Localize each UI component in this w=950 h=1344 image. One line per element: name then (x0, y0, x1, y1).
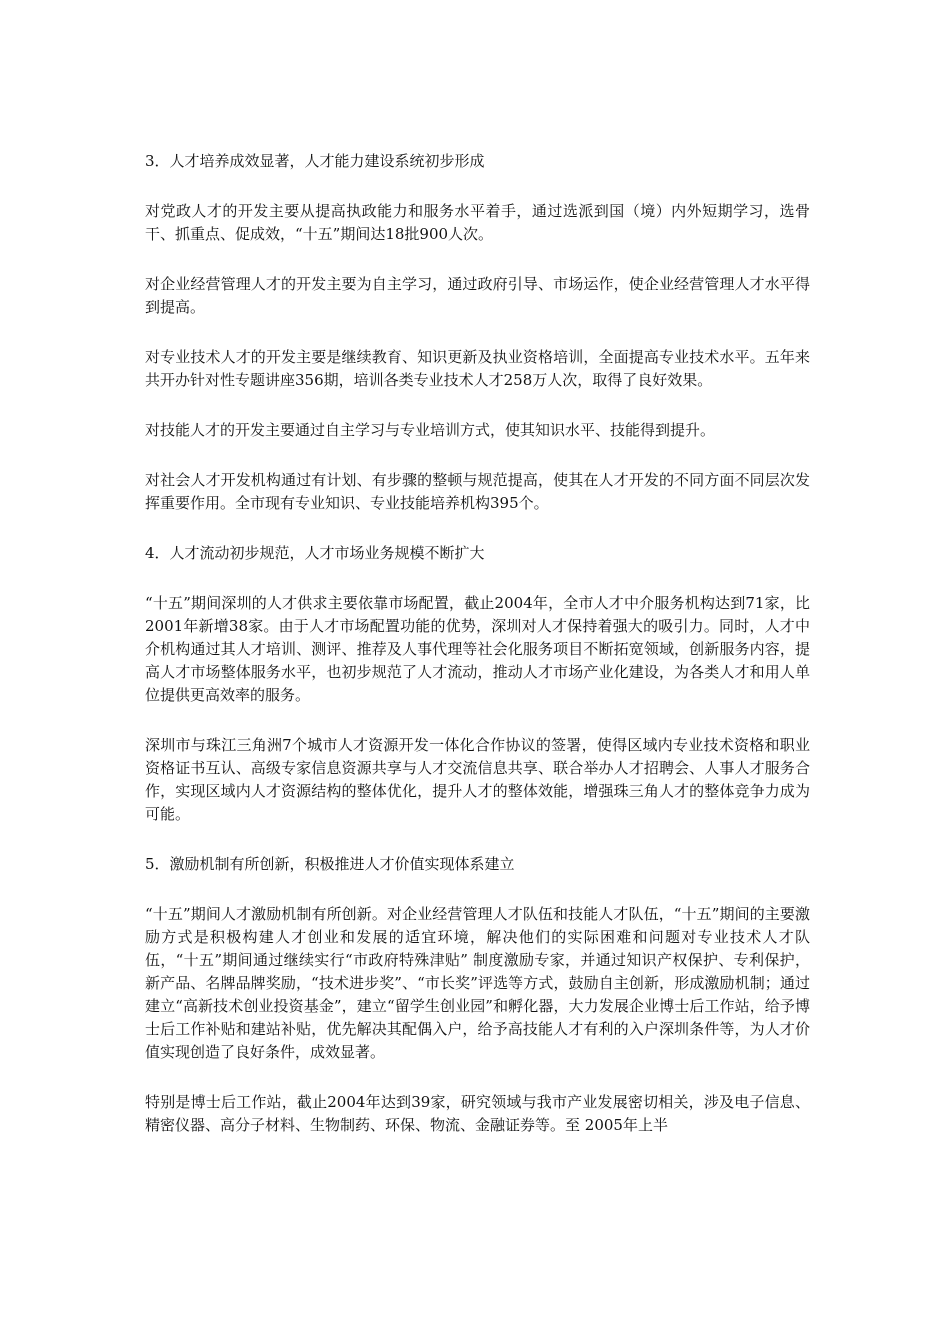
section-4-paragraph-talent-market: “十五”期间深圳的人才供求主要依靠市场配置，截止2004年，全市人才中介服务机构达到71家，比2001年新增38家。由于人才市场配置功能的优势，深圳对人才保持着强大的吸引力。同时，人才中介机构通过其人才培训、测评、推荐及人事代理等社会化服务项目不断拓宽领域，创新服务内容，提高人才市场整体服务水平，也初步规范了人才流动，推动人才市场产业化建设，为各类人才和用人单位提供更高效率的服务。 (145, 594, 810, 704)
section-3-paragraph-professional-talent: 对专业技术人才的开发主要是继续教育、知识更新及执业资格培训，全面提高专业技术水平。五年来共开办针对性专题讲座356期，培训各类专业技术人才258万人次，取得了良好效果。 (145, 348, 810, 389)
section-3-paragraph-skilled-talent: 对技能人才的开发主要通过自主学习与专业培训方式，使其知识水平、技能得到提升。 (145, 421, 716, 439)
section-5-paragraph-incentives: “十五”期间人才激励机制有所创新。对企业经营管理人才队伍和技能人才队伍，“十五”期间的主要激励方式是积极构建人才创业和发展的适宜环境，解决他们的实际困难和问题对专业技术人才队伍，“十五”期间通过继续实行“市政府特殊津贴” 制度激励专家，并通过知识产权保护、专利保护，新产品、名牌品牌奖励，“技术进步奖”、“市长奖”评选等方式，鼓励自主创新，形成激励机制；通过建立“高新技术创业投资基金”，建立“留学生创业园”和孵化器，大力发展企业博士后工作站，给予博士后工作补贴和建站补贴，优先解决其配偶入户，给予高技能人才有利的入户深圳条件等，为人才价值实现创造了良好条件，成效显著。 (145, 905, 810, 1061)
section-4-paragraph-pearl-river-delta: 深圳市与珠江三角洲7个城市人才资源开发一体化合作协议的签署，使得区域内专业技术资格和职业资格证书互认、高级专家信息资源共享与人才交流信息共享、联合举办人才招聘会、人事人才服务合作，实现区域内人才资源结构的整体优化，提升人才的整体效能，增强珠三角人才的整体竞争力成为可能。 (145, 736, 810, 823)
section-3-paragraph-party-talent: 对党政人才的开发主要从提高执政能力和服务水平着手，通过选派到国（境）内外短期学习，选骨干、抓重点、促成效，“十五”期间达18批900人次。 (145, 202, 810, 243)
section-4-heading: 4．人才流动初步规范，人才市场业务规模不断扩大 (145, 544, 485, 562)
section-3-heading: 3．人才培养成效显著，人才能力建设系统初步形成 (145, 152, 485, 170)
section-5-heading: 5．激励机制有所创新，积极推进人才价值实现体系建立 (145, 855, 515, 873)
document-page (145, 150, 810, 1137)
section-3-paragraph-enterprise-talent: 对企业经营管理人才的开发主要为自主学习，通过政府引导、市场运作，使企业经营管理人才水平得到提高。 (145, 275, 810, 316)
section-3-paragraph-training-institutions: 对社会人才开发机构通过有计划、有步骤的整顿与规范提高，使其在人才开发的不同方面不同层次发挥重要作用。全市现有专业知识、专业技能培养机构395个。 (145, 471, 810, 512)
section-5-paragraph-postdoctoral-stations: 特别是博士后工作站，截止2004年达到39家，研究领域与我市产业发展密切相关，涉及电子信息、精密仪器、高分子材料、生物制药、环保、物流、金融证券等。至 2005年上半 (145, 1093, 810, 1134)
